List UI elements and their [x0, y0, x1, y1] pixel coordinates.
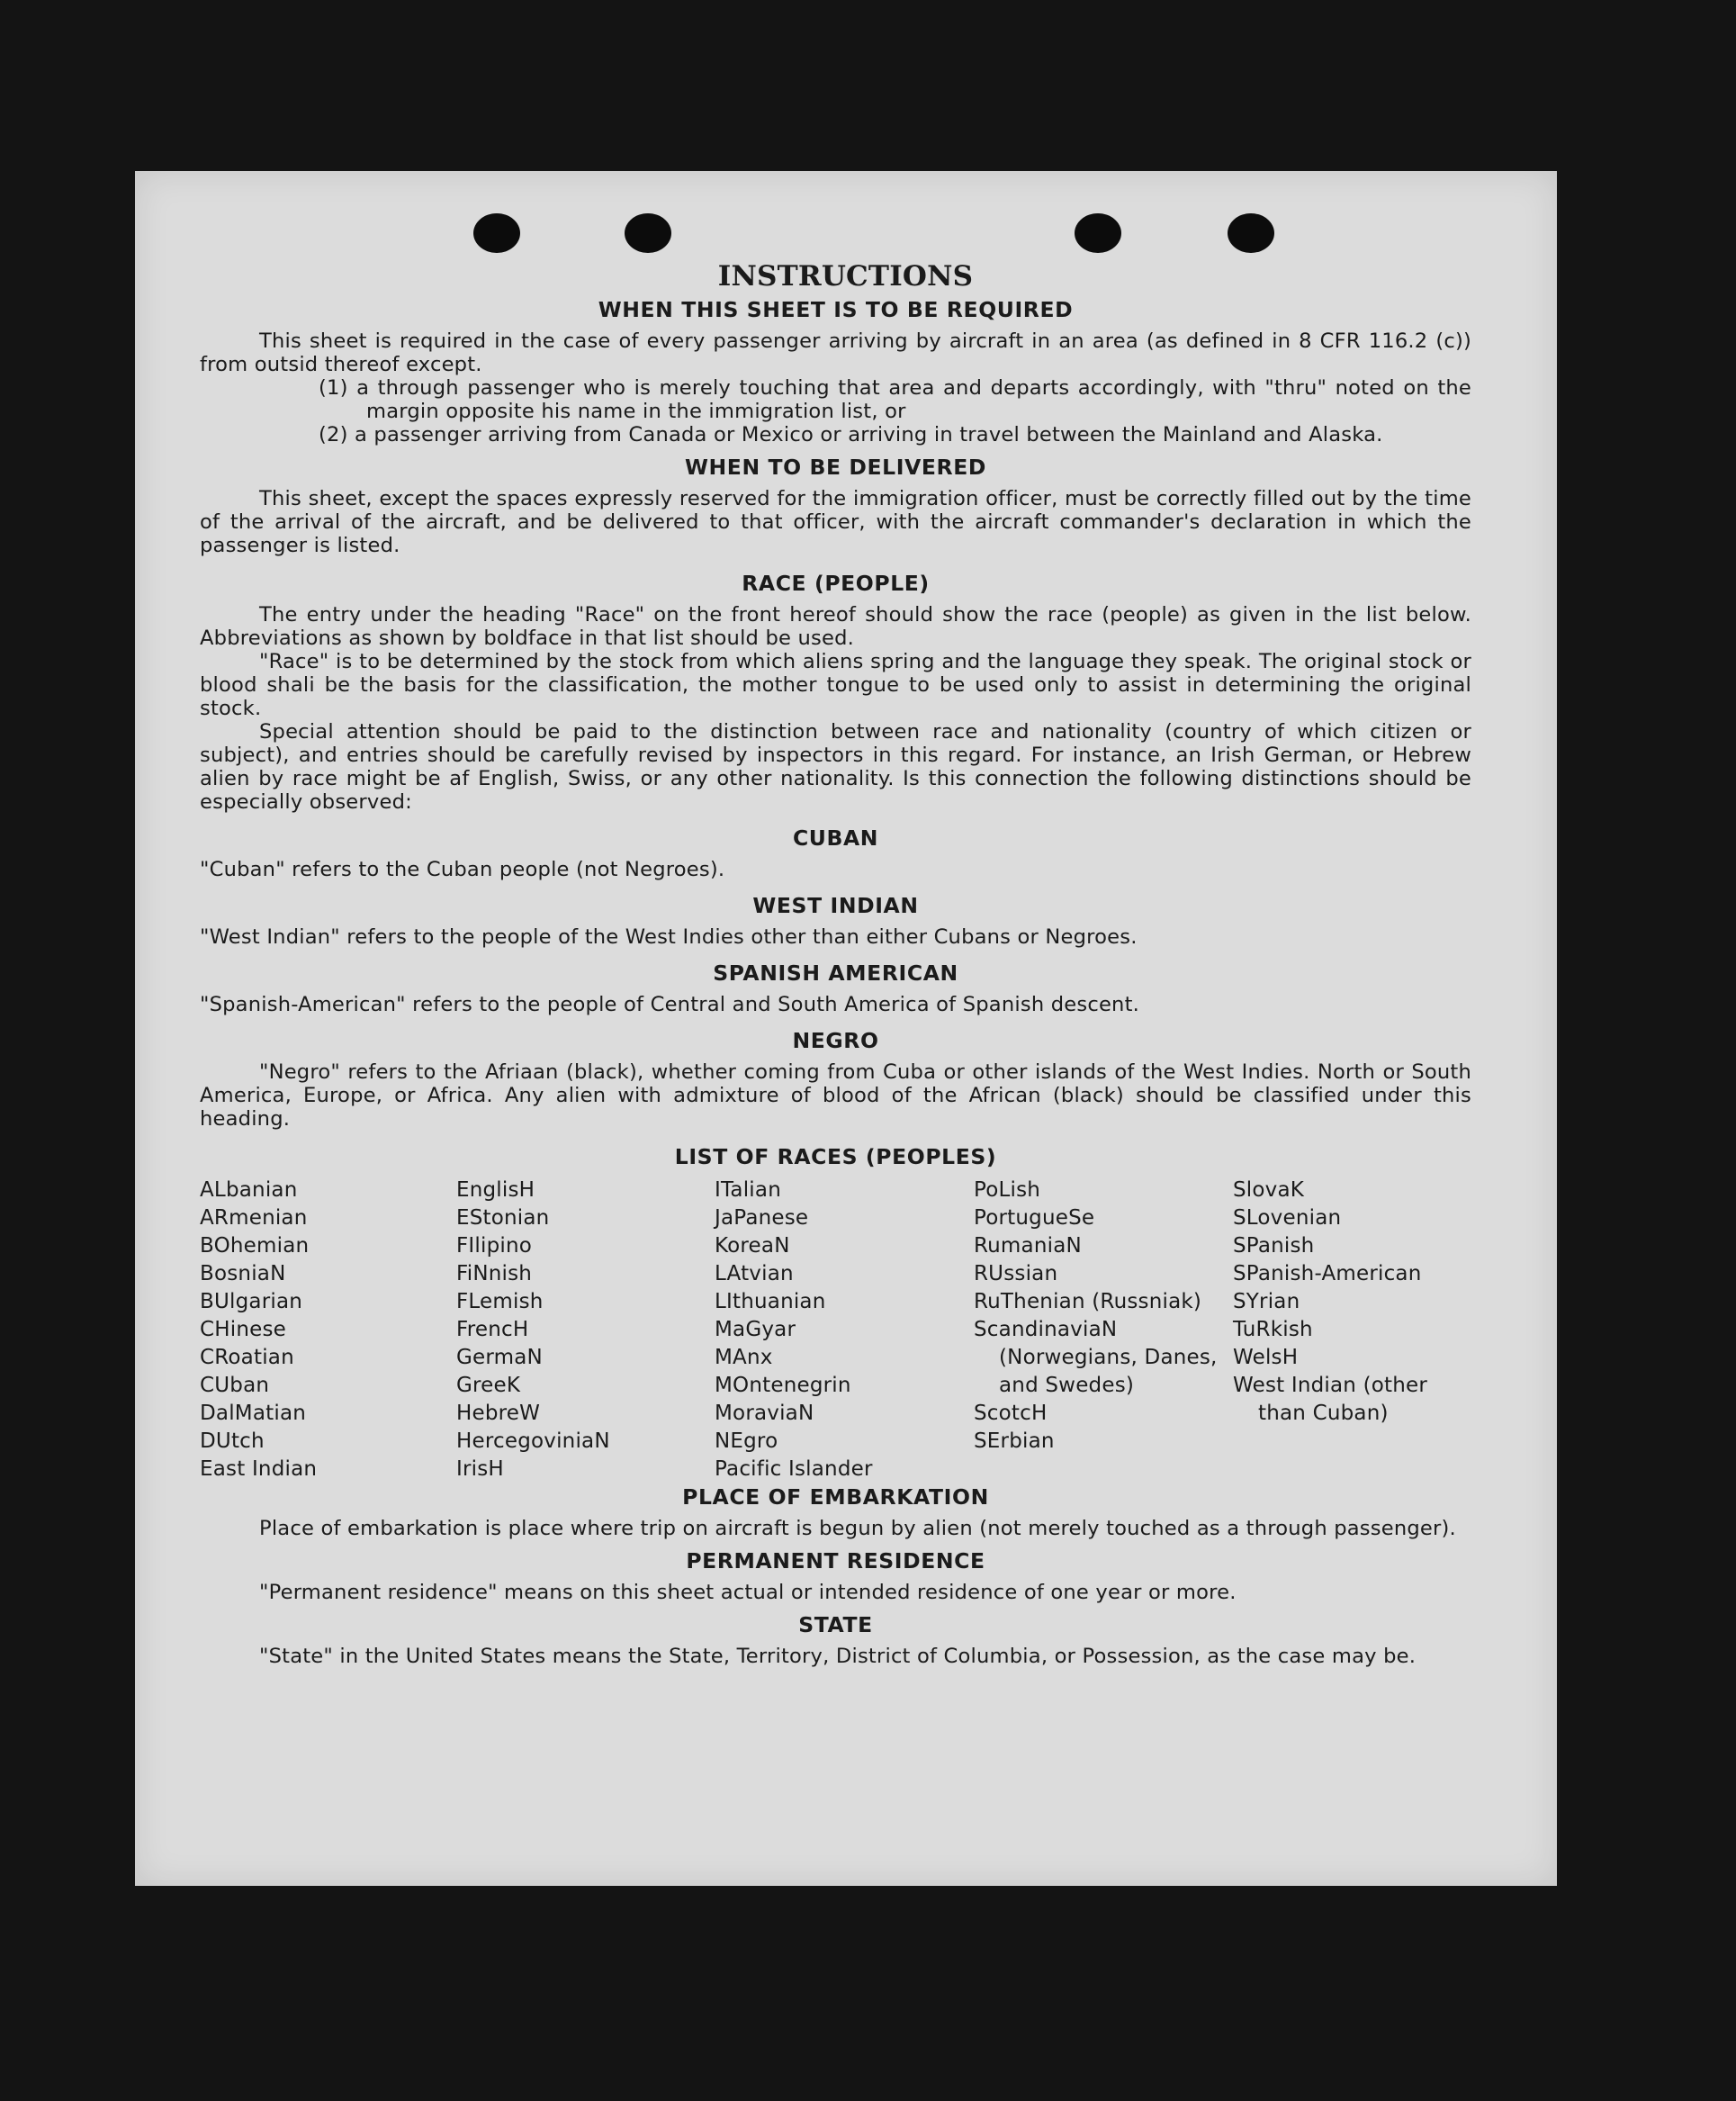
race-item: NEgro: [715, 1429, 778, 1453]
race-item: FIlipino: [456, 1234, 533, 1258]
race-item: MOntenegrin: [715, 1374, 851, 1397]
punch-hole: [1228, 213, 1274, 253]
race-item: HebreW: [456, 1402, 541, 1425]
race-item: ALbanian: [200, 1178, 298, 1202]
race-item: WelsH: [1233, 1346, 1299, 1369]
race-item: KoreaN: [715, 1234, 790, 1258]
west-indian-text: "West Indian" refers to the people of the West Indies other than either Cubans or Negroes.: [200, 925, 1138, 949]
race-column: [200, 1177, 456, 1483]
race-item: CRoatian: [200, 1346, 294, 1369]
race-item: PortugueSe: [974, 1206, 1095, 1230]
race-item: MoraviaN: [715, 1402, 814, 1425]
race-item: LIthuanian: [715, 1290, 826, 1313]
race-item: ScandinaviaN (Norwegians, Danes, and Swedes): [974, 1318, 1218, 1397]
race-item: RUssian: [974, 1262, 1058, 1285]
race-list: [200, 1177, 1471, 1483]
race-item: SPanish-American: [1233, 1262, 1422, 1285]
race-item: RumaniaN: [974, 1234, 1082, 1258]
spanish-american-text: "Spanish-American" refers to the people of Central and South America of Spanish descent.: [200, 993, 1140, 1016]
race-item: BOhemian: [200, 1234, 310, 1258]
race-paragraph: "Race" is to be determined by the stock from which aliens spring and the language they speak. The original stock or blood shali be the basis for the classification, the mother tongue to be used only to assist in determining the original stock.: [200, 650, 1471, 720]
delivered-text: This sheet, except the spaces expressly reserved for the immigration officer, must be correctly filled out by the time of the arrival of the aircraft, and be delivered to that officer, with the aircraft commander's declaration in which the passenger is listed.: [200, 487, 1471, 557]
section-heading-residence: PERMANENT RESIDENCE: [686, 1548, 985, 1573]
race-item: MaGyar: [715, 1318, 796, 1341]
section-heading-list-of-races: LIST OF RACES (PEOPLES): [674, 1144, 997, 1169]
race-paragraph: The entry under the heading "Race" on the front hereof should show the race (people) as given in the list below. Abbreviations as shown by boldface in that list should be used.: [200, 603, 1471, 650]
section-heading-race: RACE (PEOPLE): [742, 571, 930, 596]
race-column: [1233, 1177, 1471, 1483]
section-heading-cuban: CUBAN: [792, 825, 879, 851]
race-item: SPanish: [1233, 1234, 1315, 1258]
race-item: West Indian (other than Cuban): [1233, 1374, 1428, 1425]
race-column: [974, 1177, 1233, 1483]
document-sheet: [135, 171, 1557, 1886]
page-title: INSTRUCTIONS: [717, 260, 974, 293]
section-heading-spanish-american: SPANISH AMERICAN: [713, 960, 958, 986]
race-item: ITalian: [715, 1178, 781, 1202]
race-item: DUtch: [200, 1429, 265, 1453]
section-heading-embarkation: PLACE OF EMBARKATION: [682, 1484, 989, 1510]
race-item: ScotcH: [974, 1402, 1048, 1425]
race-item: SYrian: [1233, 1290, 1300, 1313]
race-item: EnglisH: [456, 1178, 535, 1202]
race-item: FrencH: [456, 1318, 529, 1341]
section-heading-state: STATE: [798, 1612, 873, 1637]
race-paragraph: Special attention should be paid to the distinction between race and nationality (country of which citizen or subject), and entries should be carefully revised by inspectors in this regard. For instance, an Irish German, or Hebrew alien by race might be af English, Swiss, or any other nationality. Is this connection the following distinctions should be especially observed:: [200, 720, 1471, 814]
race-item: SlovaK: [1233, 1178, 1305, 1202]
race-item: East Indian: [200, 1457, 318, 1481]
race-item: SErbian: [974, 1429, 1055, 1453]
race-item: EStonian: [456, 1206, 550, 1230]
embarkation-text: Place of embarkation is place where trip on aircraft is begun by alien (not merely touched as a through passenger).: [259, 1517, 1456, 1540]
race-item: RuThenian (Russniak): [974, 1290, 1202, 1313]
race-item: PoLish: [974, 1178, 1041, 1202]
race-item: DalMatian: [200, 1402, 307, 1425]
race-item: HercegoviniaN: [456, 1429, 610, 1453]
state-text: "State" in the United States means the State, Territory, District of Columbia, or Possession, as the case may be.: [259, 1645, 1417, 1668]
section-heading-required: WHEN THIS SHEET IS TO BE REQUIRED: [598, 297, 1074, 322]
race-item: CUban: [200, 1374, 270, 1397]
residence-text: "Permanent residence" means on this sheet actual or intended residence of one year or more.: [259, 1581, 1237, 1604]
exception-item: (1) a through passenger who is merely touching that area and departs accordingly, with "thru" noted on the margin opposite his name in the immigration list, or: [319, 376, 1471, 423]
race-item: IrisH: [456, 1457, 504, 1481]
race-item: Pacific Islander: [715, 1457, 873, 1481]
exception-item: (2) a passenger arriving from Canada or Mexico or arriving in travel between the Mainland and Alaska.: [319, 423, 1383, 446]
race-item: BUlgarian: [200, 1290, 303, 1313]
punch-hole: [473, 213, 520, 253]
section-heading-west-indian: WEST INDIAN: [752, 893, 919, 918]
section-heading-negro: NEGRO: [792, 1028, 879, 1053]
race-column: [456, 1177, 715, 1483]
race-item: GreeK: [456, 1374, 521, 1397]
section-heading-delivered: WHEN TO BE DELIVERED: [685, 455, 986, 480]
negro-text: "Negro" refers to the Afriaan (black), whether coming from Cuba or other islands of the West Indies. North or South America, Europe, or Africa. Any alien with admixture of blood of the African (black) should be classified under this heading.: [200, 1060, 1471, 1131]
required-intro: This sheet is required in the case of every passenger arriving by aircraft in an area (as defined in 8 CFR 116.2 (c)) from outsid thereof except.: [200, 329, 1471, 376]
race-item: TuRkish: [1233, 1318, 1313, 1341]
race-item: CHinese: [200, 1318, 287, 1341]
punch-hole: [625, 213, 671, 253]
race-item: LAtvian: [715, 1262, 794, 1285]
race-item: MAnx: [715, 1346, 773, 1369]
race-item: SLovenian: [1233, 1206, 1342, 1230]
race-item: GermaN: [456, 1346, 543, 1369]
race-item: BosniaN: [200, 1262, 286, 1285]
race-item: FLemish: [456, 1290, 544, 1313]
race-item: FiNnish: [456, 1262, 533, 1285]
punch-hole: [1075, 213, 1121, 253]
instructions-content: [200, 257, 1471, 1668]
race-column: [715, 1177, 974, 1483]
race-item: JaPanese: [715, 1206, 809, 1230]
cuban-text: "Cuban" refers to the Cuban people (not Negroes).: [200, 858, 725, 881]
race-item: ARmenian: [200, 1206, 308, 1230]
